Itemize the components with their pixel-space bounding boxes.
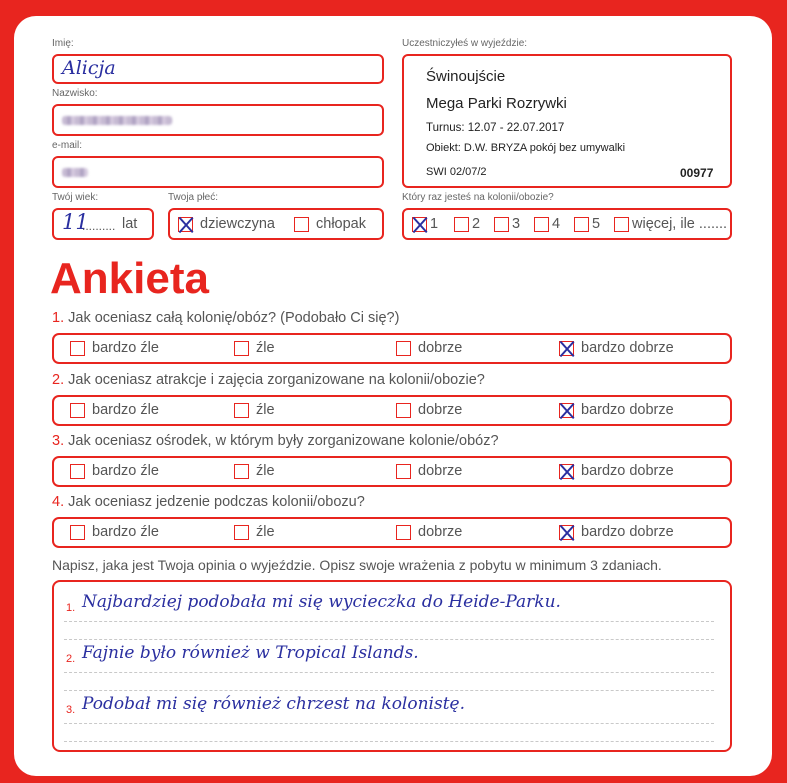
question-2-text: Jak oceniasz atrakcje i zajęcia zorganizowane na kolonii/obozie?	[68, 372, 485, 388]
trip-turnus: Turnus: 12.07 - 22.07.2017	[426, 122, 565, 134]
checkbox[interactable]	[396, 403, 411, 418]
email-label: e-mail:	[52, 140, 83, 151]
checkbox-times-4[interactable]	[534, 217, 549, 232]
surname-label: Nazwisko:	[52, 88, 98, 99]
checkbox[interactable]	[234, 403, 249, 418]
times-option-more[interactable]	[614, 216, 727, 232]
checkbox[interactable]	[396, 341, 411, 356]
times-5-label: 5	[592, 216, 601, 232]
times-option-4[interactable]	[534, 216, 560, 232]
q4-option-bad[interactable]	[234, 524, 275, 540]
option-label: źle	[256, 402, 275, 418]
question-1-num: 1.	[52, 310, 65, 326]
rating-row-2	[52, 395, 732, 426]
surname-field[interactable]	[52, 104, 384, 136]
ruled-line	[64, 723, 714, 724]
checkbox-checked[interactable]	[559, 403, 574, 418]
trip-number: 00977	[680, 166, 714, 180]
checkbox-checked[interactable]	[559, 525, 574, 540]
q2-option-good[interactable]	[396, 402, 462, 418]
checkbox-times-more[interactable]	[614, 217, 629, 232]
option-label: źle	[256, 340, 275, 356]
checkbox-checked[interactable]	[559, 341, 574, 356]
checkbox[interactable]	[70, 403, 85, 418]
option-label: bardzo dobrze	[581, 524, 674, 540]
page-title: Ankieta	[50, 254, 209, 303]
times-option-2[interactable]	[454, 216, 480, 232]
question-2	[52, 372, 485, 388]
gender-girl-label: dziewczyna	[200, 216, 275, 232]
q3-option-good[interactable]	[396, 463, 462, 479]
trip-info-box	[402, 54, 732, 188]
checkbox-times-1[interactable]	[412, 217, 427, 232]
option-label: dobrze	[418, 402, 463, 418]
q2-option-very-good[interactable]	[559, 402, 674, 418]
checkbox[interactable]	[234, 525, 249, 540]
age-unit: lat	[122, 216, 138, 232]
opinion-line-3-num: 3.	[66, 704, 76, 716]
checkbox[interactable]	[396, 464, 411, 479]
checkbox[interactable]	[234, 341, 249, 356]
option-label: bardzo źle	[92, 340, 159, 356]
option-label: bardzo dobrze	[581, 340, 674, 356]
age-value: 11	[62, 210, 89, 234]
ruled-line	[64, 690, 714, 691]
opinion-line-2-num: 2.	[66, 653, 76, 665]
times-option-3[interactable]	[494, 216, 520, 232]
option-label: źle	[256, 524, 275, 540]
times-1-label: 1	[430, 216, 439, 232]
ruled-line	[64, 741, 714, 742]
trip-park: Mega Parki Rozrywki	[426, 95, 567, 112]
gender-option-boy[interactable]	[294, 216, 366, 232]
q1-option-very-bad[interactable]	[70, 340, 159, 356]
option-label: dobrze	[418, 340, 463, 356]
age-dots: ..........	[82, 219, 116, 233]
question-4-num: 4.	[52, 494, 65, 510]
q1-option-very-good[interactable]	[559, 340, 674, 356]
gender-field	[168, 208, 384, 240]
opinion-textarea[interactable]	[52, 580, 732, 752]
checkbox-times-2[interactable]	[454, 217, 469, 232]
times-option-5[interactable]	[574, 216, 600, 232]
name-label: Imię:	[52, 38, 74, 49]
rating-row-3	[52, 456, 732, 487]
name-field[interactable]	[52, 54, 384, 84]
checkbox[interactable]	[70, 525, 85, 540]
checkbox-checked[interactable]	[559, 464, 574, 479]
option-label: bardzo źle	[92, 463, 159, 479]
age-field[interactable]	[52, 208, 154, 240]
trip-city: Świnoujście	[426, 68, 506, 85]
q4-option-very-good[interactable]	[559, 524, 674, 540]
times-field	[402, 208, 732, 240]
age-label: Twój wiek:	[52, 192, 99, 203]
question-4-text: Jak oceniasz jedzenie podczas kolonii/obozu?	[68, 494, 365, 510]
gender-option-girl[interactable]	[178, 216, 275, 232]
q3-option-bad[interactable]	[234, 463, 275, 479]
rating-row-1	[52, 333, 732, 364]
question-3-num: 3.	[52, 433, 65, 449]
q3-option-very-bad[interactable]	[70, 463, 159, 479]
checkbox[interactable]	[70, 464, 85, 479]
q3-option-very-good[interactable]	[559, 463, 674, 479]
opinion-line-1-num: 1.	[66, 602, 76, 614]
option-label: bardzo źle	[92, 524, 159, 540]
times-more-label: więcej, ile .......	[632, 216, 728, 232]
opinion-line-3: Podobał mi się również chrzest na kolonistę.	[82, 694, 466, 714]
q4-option-good[interactable]	[396, 524, 462, 540]
rating-row-4	[52, 517, 732, 548]
times-2-label: 2	[472, 216, 481, 232]
participation-label: Uczestniczyłeś w wyjeździe:	[402, 38, 528, 49]
trip-obiekt: Obiekt: D.W. BRYZA pokój bez umywalki	[426, 142, 626, 154]
redacted-email	[62, 168, 88, 177]
question-1	[52, 310, 399, 326]
question-3	[52, 433, 499, 449]
question-4	[52, 494, 365, 510]
gender-label: Twoja płeć:	[168, 192, 219, 203]
q4-option-very-bad[interactable]	[70, 524, 159, 540]
survey-sheet	[14, 16, 772, 776]
option-label: bardzo źle	[92, 402, 159, 418]
checkbox-times-5[interactable]	[574, 217, 589, 232]
checkbox-times-3[interactable]	[494, 217, 509, 232]
q1-option-good[interactable]	[396, 340, 462, 356]
times-label: Który raz jesteś na kolonii/obozie?	[402, 192, 554, 203]
name-value: Alicja	[62, 57, 116, 79]
times-option-1[interactable]	[412, 216, 438, 232]
option-label: dobrze	[418, 524, 463, 540]
opinion-line-2: Fajnie było również w Tropical Islands.	[82, 643, 419, 663]
checkbox-girl[interactable]	[178, 217, 193, 232]
q2-option-very-bad[interactable]	[70, 402, 159, 418]
option-label: źle	[256, 463, 275, 479]
times-4-label: 4	[552, 216, 561, 232]
checkbox[interactable]	[396, 525, 411, 540]
email-field[interactable]	[52, 156, 384, 188]
question-3-text: Jak oceniasz ośrodek, w którym były zorganizowane kolonie/obóz?	[68, 433, 499, 449]
checkbox[interactable]	[234, 464, 249, 479]
q2-option-bad[interactable]	[234, 402, 275, 418]
ruled-line	[64, 621, 714, 622]
trip-code: SWI 02/07/2	[426, 166, 487, 178]
option-label: bardzo dobrze	[581, 402, 674, 418]
q1-option-bad[interactable]	[234, 340, 275, 356]
checkbox[interactable]	[70, 341, 85, 356]
ruled-line	[64, 639, 714, 640]
opinion-prompt: Napisz, jaka jest Twoja opinia o wyjeździe. Opisz swoje wrażenia z pobytu w minimum 3 zdaniach.	[52, 557, 662, 573]
option-label: bardzo dobrze	[581, 463, 674, 479]
question-1-text: Jak oceniasz całą kolonię/obóz? (Podobało Ci się?)	[68, 310, 400, 326]
gender-boy-label: chłopak	[316, 216, 366, 232]
option-label: dobrze	[418, 463, 463, 479]
opinion-line-1: Najbardziej podobała mi się wycieczka do Heide-Parku.	[82, 592, 561, 612]
ruled-line	[64, 672, 714, 673]
redacted-surname	[62, 116, 172, 125]
times-3-label: 3	[512, 216, 521, 232]
checkbox-boy[interactable]	[294, 217, 309, 232]
question-2-num: 2.	[52, 372, 65, 388]
